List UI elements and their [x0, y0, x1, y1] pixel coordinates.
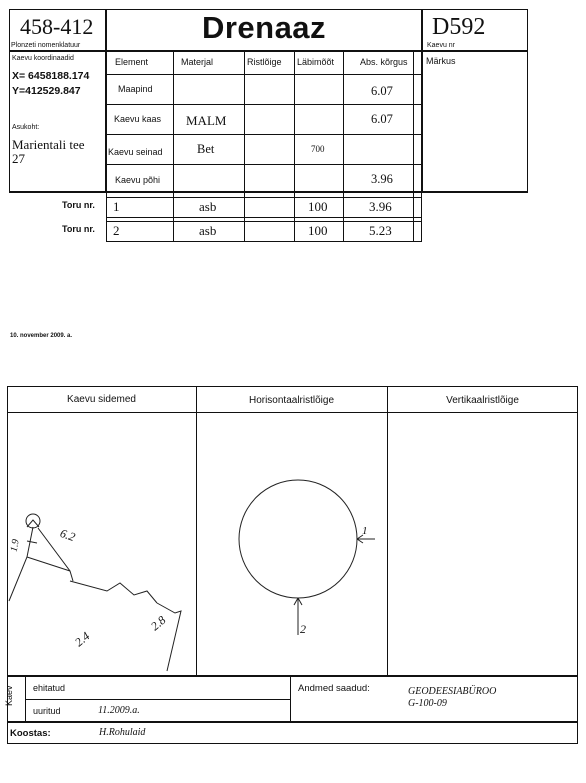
coordinates-label: Kaevu koordinaadid [12, 55, 74, 62]
row-element: Kaevu seinad [108, 147, 163, 157]
row-divider [106, 134, 422, 135]
row-divider [106, 74, 422, 75]
header-material: Materjal [181, 57, 214, 67]
pipe-mark: 1 [362, 525, 368, 537]
address-line-1: Marientali tee [12, 137, 85, 152]
surveyed-value: 11.2009.a. [98, 705, 140, 716]
well-id-label: Kaevu nr [427, 42, 456, 49]
header-element: Element [115, 57, 149, 67]
row-material: Bet [197, 142, 215, 156]
pipe-divider [9, 192, 528, 193]
pipe-mark: 2 [300, 622, 306, 636]
distance-label: 6.2 [58, 525, 78, 545]
pipe-diameter: 100 [308, 223, 328, 238]
well-id: D592 [432, 14, 486, 40]
document-date: 10. november 2009. a. [10, 333, 73, 339]
address-label: Asukoht: [12, 124, 40, 131]
vertical-section-heading: Vertikaalristlõige [446, 395, 519, 406]
footer-divider [25, 699, 290, 700]
connection-sketch [7, 413, 196, 676]
pipe-material: asb [199, 223, 217, 238]
pipe-divider [106, 241, 422, 242]
row-element: Kaevu põhi [115, 175, 161, 185]
pipe-diameter: 100 [308, 199, 328, 214]
pipe-number: 2 [113, 223, 120, 238]
row-diameter: 700 [311, 144, 325, 154]
footer-divider [290, 676, 291, 722]
pipe-divider [106, 192, 107, 241]
row-height: 3.96 [371, 172, 393, 186]
header-diameter: Läbimõõt [297, 57, 335, 67]
pipe-divider [421, 192, 422, 241]
sketch-col-divider [387, 386, 388, 676]
coordinate-y: Y=412529.847 [12, 85, 81, 97]
pipe-label: Toru nr. [62, 224, 95, 234]
row-element: Kaevu kaas [114, 114, 162, 124]
col-divider [294, 51, 295, 241]
address-line-2: 27 [12, 151, 25, 166]
built-label: ehitatud [33, 683, 66, 693]
row-divider [106, 104, 422, 105]
pipe-divider [106, 221, 422, 222]
row-height: 6.07 [371, 112, 393, 126]
col-divider [343, 51, 344, 241]
distance-label: 2.4 [71, 628, 93, 650]
pipe-height: 5.23 [369, 223, 392, 238]
data-source-value: GEODEESIABÜROO [408, 686, 497, 697]
col-divider [413, 51, 414, 241]
page-title: Drenaaz [201, 10, 327, 45]
well-side-label: Kaev [4, 685, 14, 706]
surveyed-label: uuritud [33, 706, 61, 716]
row-material: MALM [186, 113, 227, 128]
row-divider [106, 164, 422, 165]
horizontal-section-sketch [197, 413, 387, 676]
row-height: 6.07 [371, 84, 393, 98]
map-sheet-number: 458-412 [20, 14, 94, 39]
data-source-code: G-100-09 [408, 698, 447, 709]
pipe-label: Toru nr. [62, 200, 95, 210]
distance-label: 1.9 [8, 538, 22, 553]
remarks-column [422, 51, 528, 192]
horizontal-section-heading: Horisontaalristlõige [248, 395, 335, 406]
connections-heading: Kaevu sidemed [67, 394, 136, 405]
header-abs-height: Abs. kõrgus [360, 57, 408, 67]
pipe-height: 3.96 [369, 199, 392, 214]
header-remarks: Märkus [426, 56, 456, 66]
compiler-value: H.Rohulaid [99, 727, 146, 738]
row-element: Maapind [118, 84, 153, 94]
coordinate-x: X= 6458188.174 [12, 70, 90, 82]
pipe-divider [106, 217, 422, 218]
col-divider [173, 51, 174, 241]
col-divider [244, 51, 245, 241]
compiler-row [7, 722, 578, 744]
pipe-number: 1 [113, 199, 120, 214]
map-sheet-label: Plonzeti nomenklatuur [11, 42, 81, 49]
distance-label: 2.8 [147, 612, 169, 634]
header-cross-section: Ristlõige [247, 57, 282, 67]
pipe-material: asb [199, 199, 217, 214]
data-source-label: Andmed saadud: [298, 683, 370, 694]
pipe-divider [106, 197, 422, 198]
compiler-label: Koostas: [10, 728, 51, 739]
